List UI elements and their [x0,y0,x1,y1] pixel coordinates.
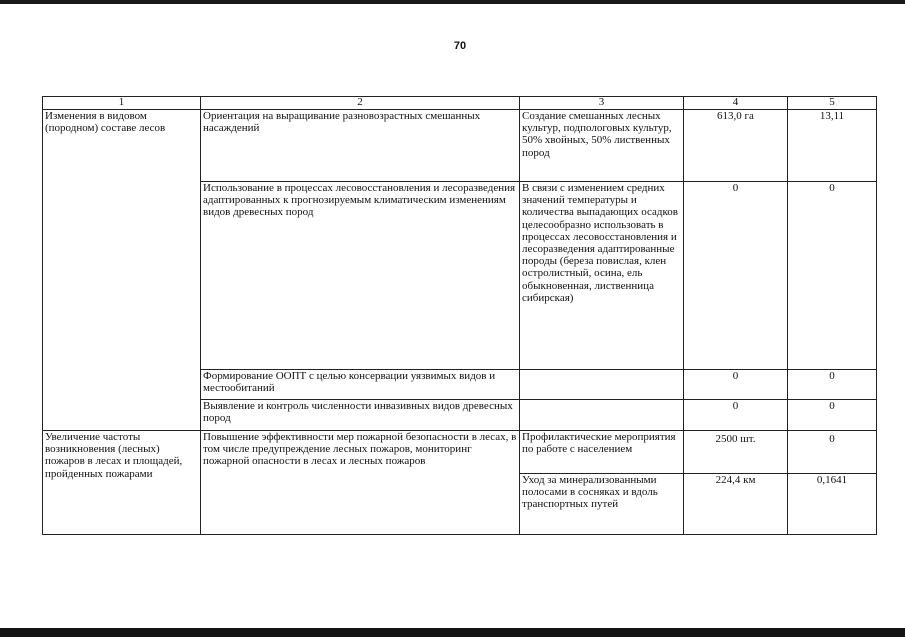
header-col-5: 5 [788,97,877,110]
note-cell [520,400,684,431]
measure-cell: Ориентация на выращивание разновозрастных смешанных насаждений [201,110,520,182]
measure-cell: Повышение эффективности мер пожарной безопасности в лесах, в том числе предупреждение лесных пожаров, мониторинг пожарной опасности в лесах и лесных пожаров [201,431,520,535]
page-number: 70 [453,40,467,52]
volume-cell: 224,4 км [684,474,788,535]
volume-cell: 2500 шт. [684,431,788,474]
note-cell: Профилактические мероприятия по работе с населением [520,431,684,474]
measure-cell: Формирование ООПТ с целью консервации уязвимых видов и местообитаний [201,370,520,400]
measure-cell: Выявление и контроль численности инвазивных видов древесных пород [201,400,520,431]
top-border-line [0,0,905,4]
header-col-1: 1 [43,97,201,110]
note-cell [520,370,684,400]
header-col-4: 4 [684,97,788,110]
cost-cell: 0 [788,182,877,370]
note-cell: Создание смешанных лесных культур, подпологовых культур, 50% хвойных, 50% лиственных пород [520,110,684,182]
cost-cell: 0 [788,400,877,431]
table-row [43,110,877,182]
header-col-2: 2 [201,97,520,110]
measure-cell: Использование в процессах лесовосстановления и лесоразведения адаптированных к прогнозируемым климатическим изменениям видов древесных пород [201,182,520,370]
note-cell: Уход за минерализованными полосами в сосняках и вдоль транспортных путей [520,474,684,535]
table-header-row [43,97,877,110]
cost-cell: 0,1641 [788,474,877,535]
header-col-3: 3 [520,97,684,110]
bottom-border-line [0,628,905,637]
measures-table [42,96,877,535]
cost-cell: 13,11 [788,110,877,182]
note-cell: В связи с изменением средних значений температуры и количества выпадающих осадков целесообразно использовать в процессах лесовосстановления и лесоразведения адаптированные породы (береза повислая, клен остролистный, осина, ель обыкновенная, лиственница сибирская) [520,182,684,370]
category-cell: Изменения в видовом (породном) составе лесов [43,110,201,431]
volume-cell: 0 [684,182,788,370]
volume-cell: 0 [684,400,788,431]
cost-cell: 0 [788,370,877,400]
cost-cell: 0 [788,431,877,474]
volume-cell: 613,0 га [684,110,788,182]
table-row [43,431,877,474]
category-cell: Увеличение частоты возникновения (лесных) пожаров в лесах и площадей, пройденных пожарами [43,431,201,535]
volume-cell: 0 [684,370,788,400]
